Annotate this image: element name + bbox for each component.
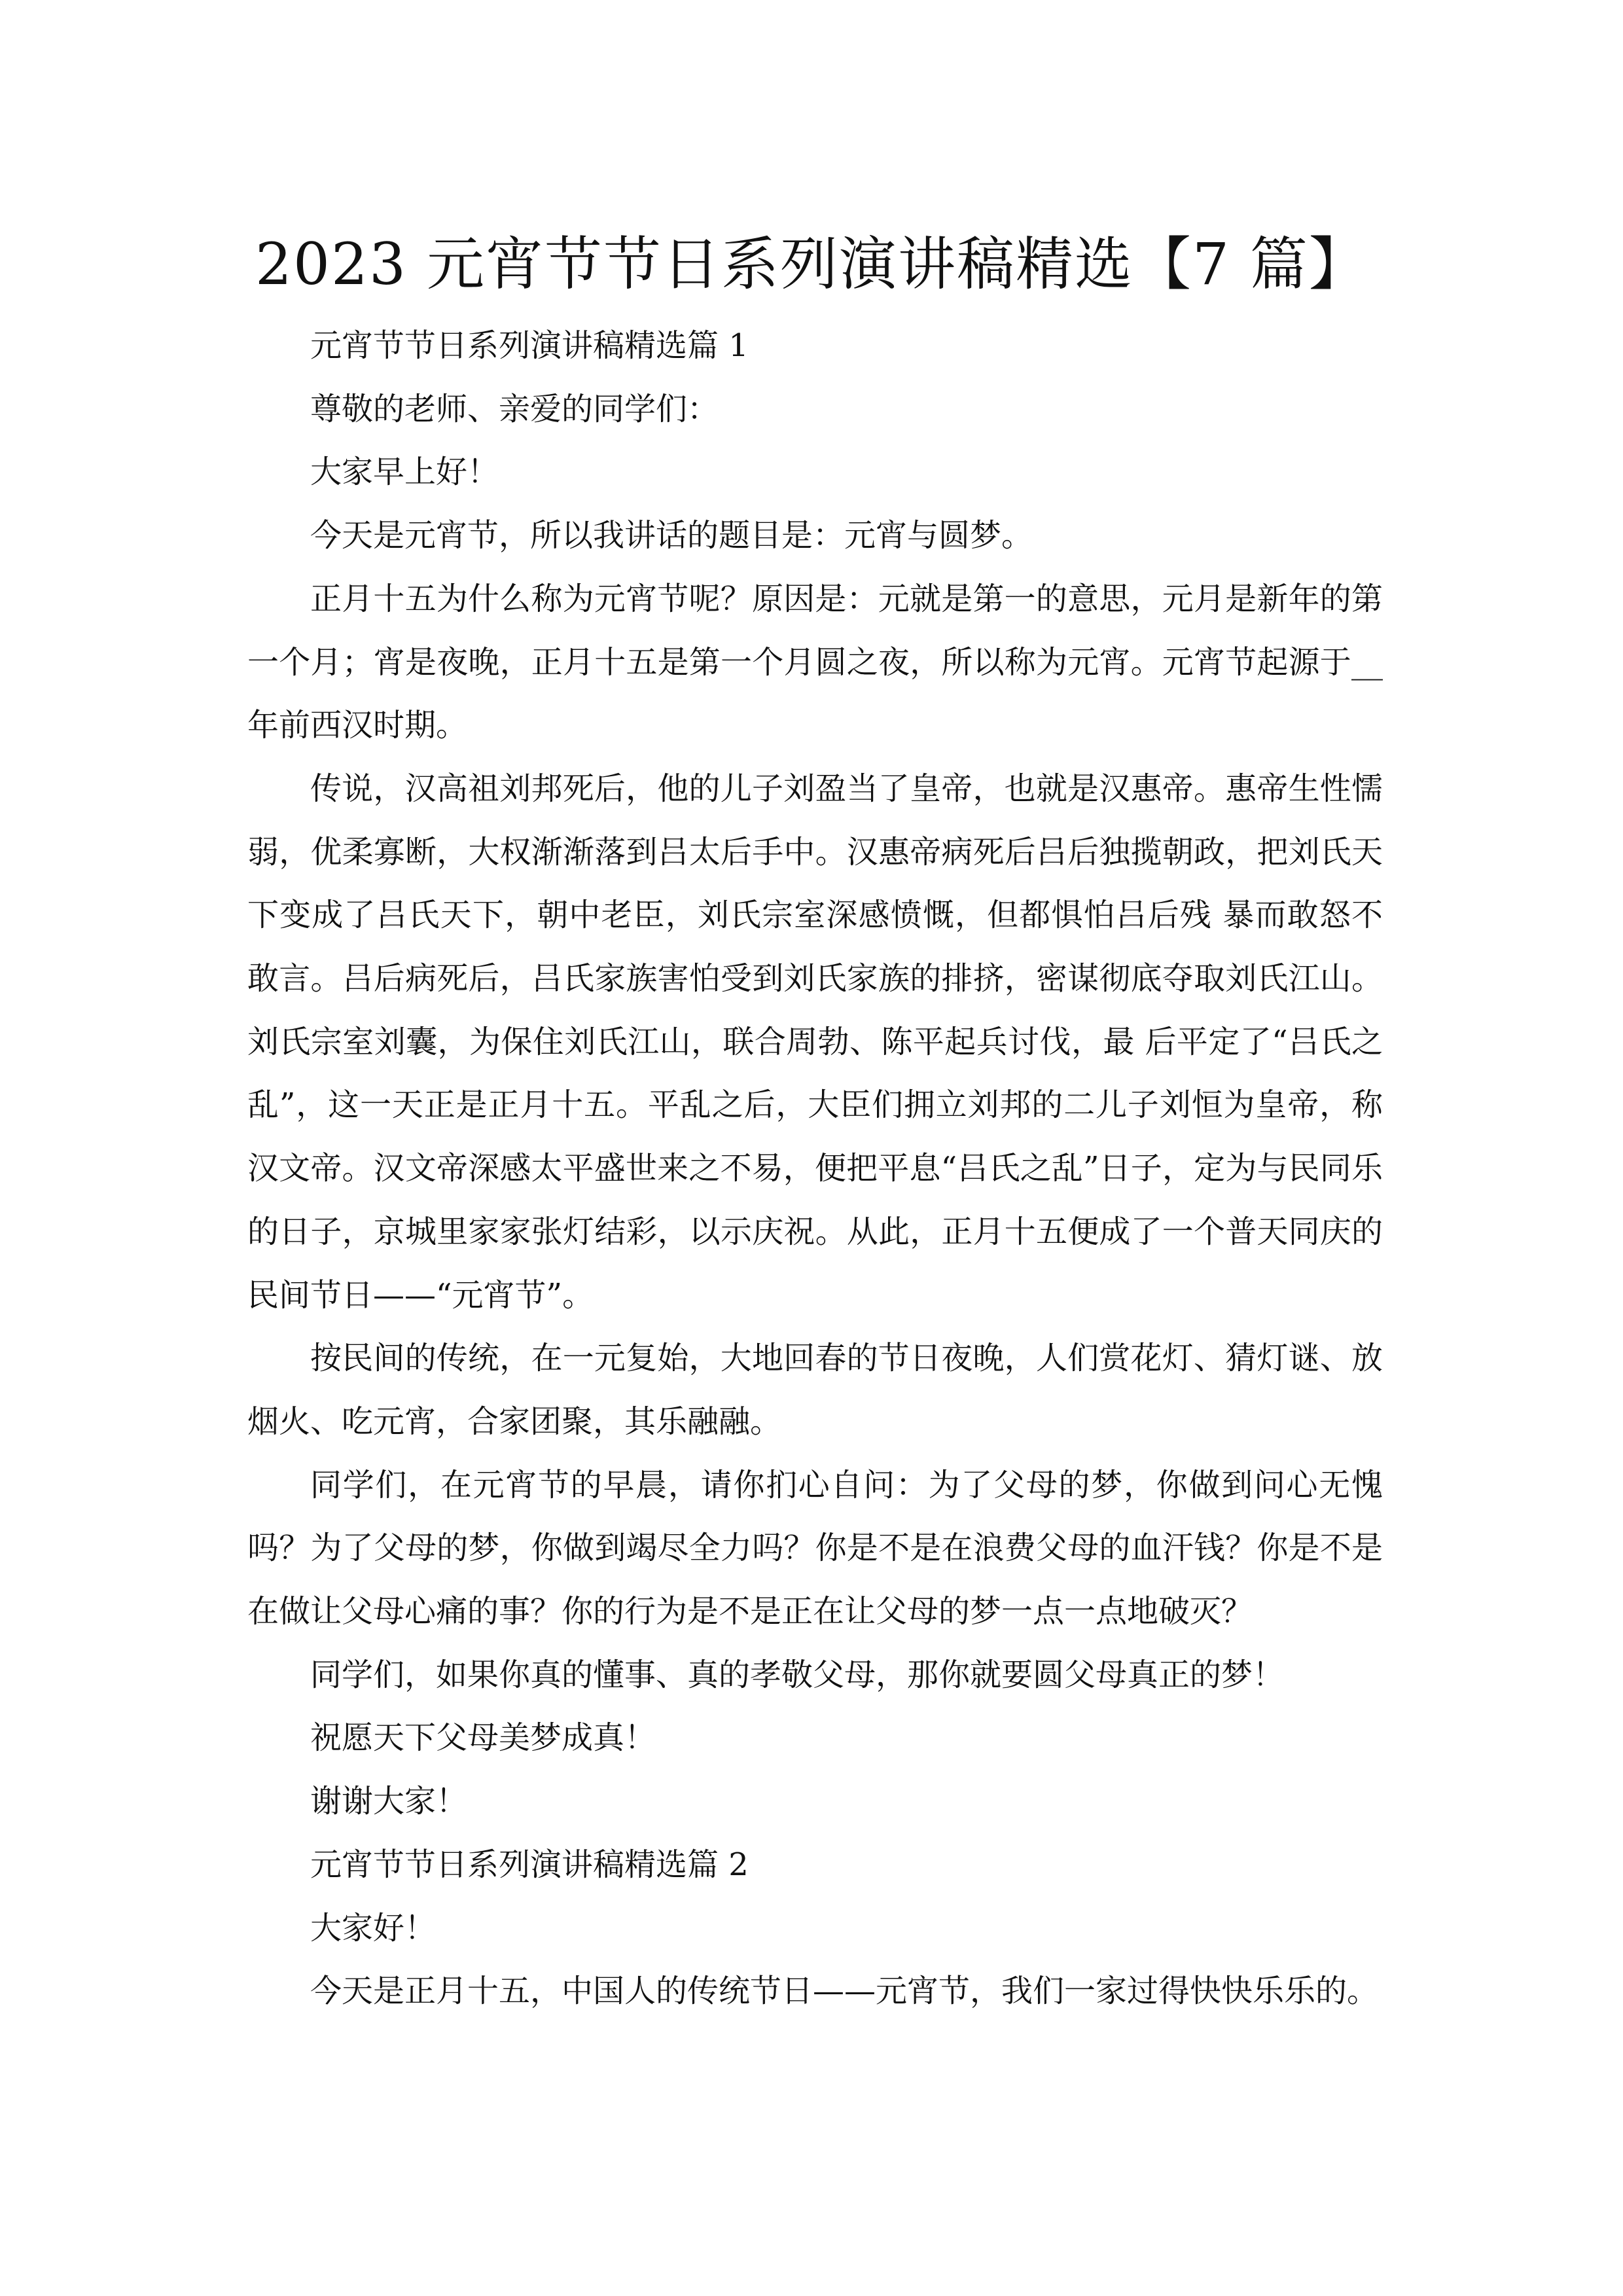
greeting: 大家早上好！ bbox=[310, 454, 499, 491]
salutation: 尊敬的老师、亲爱的同学们： bbox=[310, 390, 719, 427]
paragraph-call: 同学们，如果你真的懂事、真的孝敬父母，那你就要圆父母真正的梦！ bbox=[310, 1656, 1285, 1693]
paragraph-tradition: 按民间的传统，在一元复始，大地回春的节日夜晚，人们赏花灯、猜灯谜、放烟火、吃元宵，合家团聚，其乐融融。 bbox=[247, 1340, 1383, 1440]
section-heading-2: 元宵节节日系列演讲稿精选篇 2 bbox=[310, 1846, 749, 1883]
paragraph-thanks: 谢谢大家！ bbox=[310, 1783, 468, 1820]
paragraph-topic: 今天是元宵节，所以我讲话的题目是：元宵与圆梦。 bbox=[310, 517, 1033, 554]
greeting-2: 大家好！ bbox=[310, 1909, 437, 1946]
paragraph-legend: 传说，汉高祖刘邦死后，他的儿子刘盈当了皇帝，也就是汉惠帝。惠帝生性懦弱，优柔寡断，大权渐渐落到吕太后手中。汉惠帝病死后吕后独揽朝政，把刘氏天下变成了吕氏天下，朝中老臣，刘氏宗室深感愤慨，但都惧怕吕后残 暴而敢怒不敢言。吕后病死后，吕氏家族害怕受到刘氏家族的排挤，密谋彻底夺取刘氏江山。刘氏宗室刘囊，为保住刘氏江山，联合周勃、陈平起兵讨伐，最 后平定了“吕氏之乱”，这一天正是正月十五。平乱之后，大臣们拥立刘邦的二儿子刘恒为皇帝，称汉文帝。汉文帝深感太平盛世来之不易，便把平息“吕氏之乱”日子，定为与民同乐的日子，京城里家家张灯结彩，以示庆祝。从此，正月十五便成了一个普天同庆的民间节日——“元宵节”。 bbox=[247, 770, 1383, 1314]
paragraph-festival: 今天是正月十五，中国人的传统节日——元宵节，我们一家过得快快乐乐的。 bbox=[310, 1973, 1379, 2010]
document-title: 2023 元宵节节日系列演讲稿精选【7 篇】 bbox=[255, 230, 1368, 298]
document-body bbox=[247, 314, 1383, 2023]
section-heading-1: 元宵节节日系列演讲稿精选篇 1 bbox=[310, 327, 749, 364]
paragraph-wish: 祝愿天下父母美梦成真！ bbox=[310, 1719, 656, 1757]
paragraph-reflection: 同学们，在元宵节的早晨，请你扪心自问：为了父母的梦，你做到问心无愧吗？为了父母的梦，你做到竭尽全力吗？你是不是在浪费父母的血汗钱？你是不是在做让父母心痛的事？你的行为是不是正在让父母的梦一点一点地破灭？ bbox=[247, 1466, 1383, 1630]
paragraph-origin: 正月十五为什么称为元宵节呢？原因是：元就是第一的意思，元月是新年的第一个月；宵是夜晚，正月十五是第一个月圆之夜，所以称为元宵。元宵节起源于__年前西汉时期。 bbox=[247, 580, 1383, 744]
